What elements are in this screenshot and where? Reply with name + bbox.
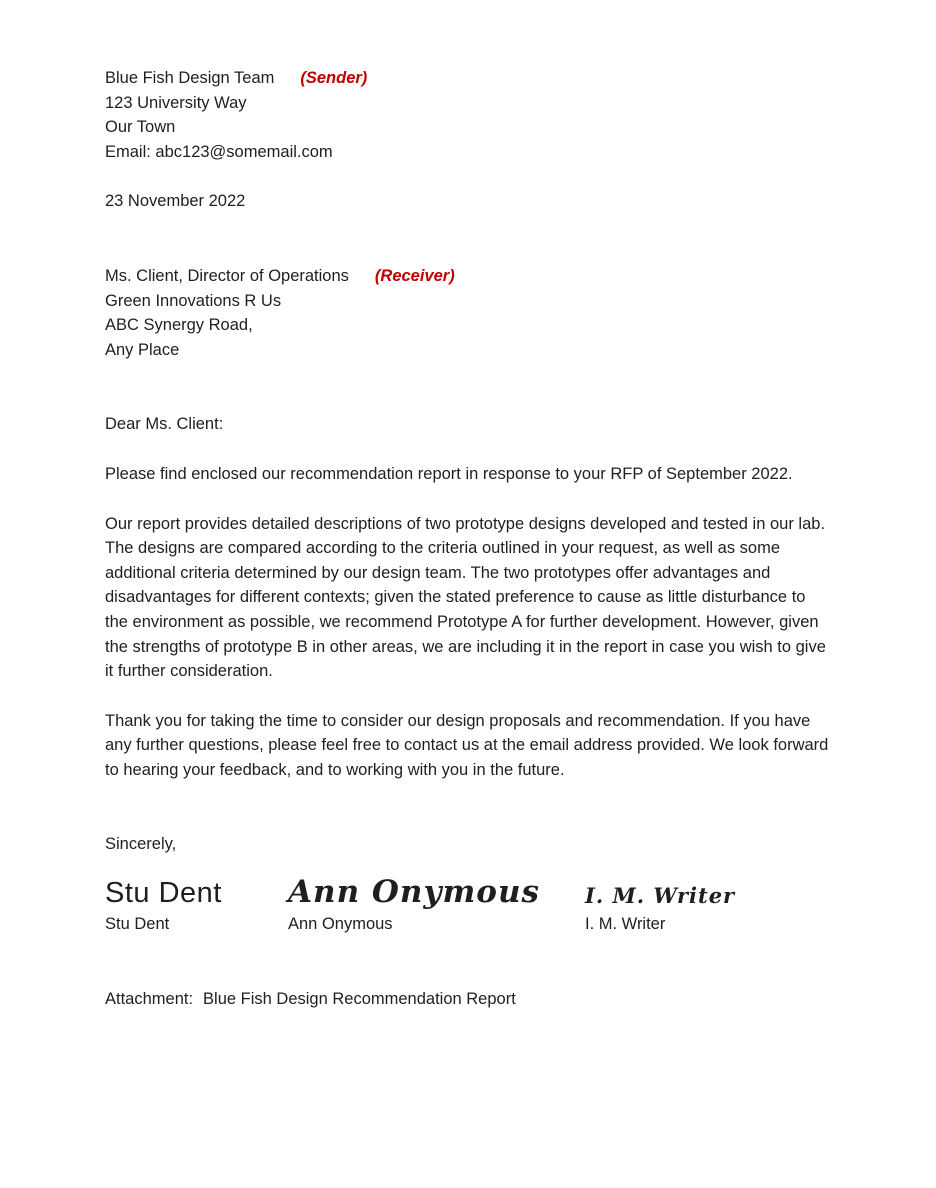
sender-name: Blue Fish Design Team xyxy=(105,69,275,87)
sender-street: 123 University Way xyxy=(105,93,247,112)
closing: Sincerely, xyxy=(105,835,177,854)
signature-ann-onymous: Ann Onymous xyxy=(288,874,540,911)
recipient-name: Ms. Client, Director of Operations xyxy=(105,266,349,285)
salutation: Dear Ms. Client: xyxy=(105,415,224,434)
recipient-annotation: (Receiver) xyxy=(374,266,455,285)
signature-name-stu-dent: Stu Dent xyxy=(105,915,170,934)
date-line: 23 November 2022 xyxy=(105,192,246,211)
signature-block xyxy=(105,867,830,937)
attachment-value: Blue Fish Design Recommendation Report xyxy=(203,989,516,1008)
attachment-label: Attachment: xyxy=(105,989,194,1008)
sender-email: Email: abc123@somemail.com xyxy=(105,142,333,161)
recipient-company: Green Innovations R Us xyxy=(105,291,282,310)
signature-stu-dent: Stu Dent xyxy=(105,877,222,910)
recipient-street: ABC Synergy Road, xyxy=(105,316,253,335)
recipient-block xyxy=(105,264,830,362)
paragraph-report-details: Our report provides detailed descriptions of two prototype designs developed and tested in our lab. The designs are compared according to the criteria outlined in your request, as well as some additional criteria determined by our design team. The two prototypes offer advantages and disadvantages for different contexts; given the stated preference to cause as little disturbance to the environment as possible, we recommend Prototype A for further development. However, given the strengths of prototype B in other areas, we are including it in the report in case you wish to give it further consideration. xyxy=(105,514,826,681)
paragraph-thanks: Thank you for taking the time to consider our design proposals and recommendation. If you have any further questions, please feel free to contact us at the email address provided. We look forward to hearing your feedback, and to working with you in the future. xyxy=(105,711,829,779)
sender-annotation: (Sender) xyxy=(300,69,368,87)
signature-im-writer: I. M. Writer xyxy=(585,883,736,909)
recipient-place: Any Place xyxy=(105,340,180,359)
signature-column-ann-onymous xyxy=(288,867,585,937)
signature-column-stu-dent xyxy=(105,867,288,937)
signature-column-im-writer xyxy=(585,867,735,937)
attachment-line xyxy=(105,987,830,1012)
sender-town: Our Town xyxy=(105,118,176,137)
signature-name-ann-onymous: Ann Onymous xyxy=(288,915,393,934)
signature-name-im-writer: I. M. Writer xyxy=(585,915,666,934)
paragraph-intro: Please find enclosed our recommendation report in response to your RFP of September 2022. xyxy=(105,464,793,483)
sender-block xyxy=(105,66,830,164)
